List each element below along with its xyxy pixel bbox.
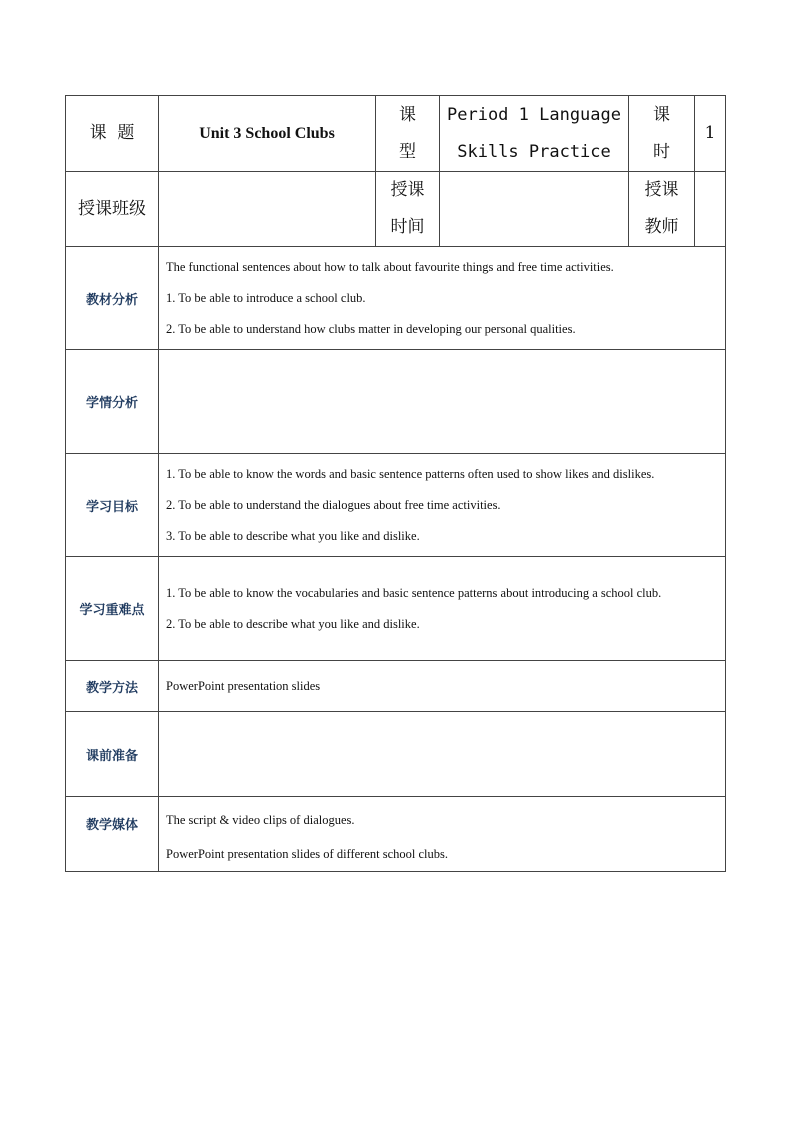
hours-label <box>629 96 695 172</box>
teacher-label-line: 教师 <box>644 217 679 237</box>
row-content <box>159 350 726 454</box>
hours-label-line: 时 <box>653 141 670 162</box>
row-label: 教学媒体 <box>66 797 159 872</box>
row-teaching-methods <box>66 661 726 712</box>
time-label-line: 授课 <box>390 180 425 200</box>
time-value <box>440 172 629 247</box>
class-value <box>159 172 376 247</box>
row-content <box>159 454 726 557</box>
teacher-label-line: 授课 <box>644 180 679 200</box>
content-line: PowerPoint presentation slides of different school clubs. <box>166 847 449 861</box>
lesson-type-label-line: 课 <box>399 104 416 125</box>
row-preparation <box>66 712 726 797</box>
content-line: 1. To be able to introduce a school club. <box>166 290 366 305</box>
content-line: The functional sentences about how to talk about favourite things and free time activities. <box>166 259 614 274</box>
lesson-type-label <box>376 96 440 172</box>
lesson-type-value <box>440 96 629 172</box>
content-line: 2. To be able to describe what you like and dislike. <box>166 616 420 631</box>
content-line: 1. To be able to know the words and basic sentence patterns often used to show likes and dislikes. <box>166 466 655 481</box>
row-student-analysis <box>66 350 726 454</box>
content-line: The script & video clips of dialogues. <box>166 813 355 827</box>
row-content <box>159 557 726 661</box>
row-learning-objectives <box>66 454 726 557</box>
lesson-plan-table <box>65 95 726 872</box>
hours-label-line: 课 <box>653 104 670 125</box>
row-content <box>159 712 726 797</box>
topic-value: Unit 3 School Clubs <box>159 96 376 172</box>
row-label: 学情分析 <box>66 350 159 454</box>
header-row-class <box>66 172 726 247</box>
row-label: 课前准备 <box>66 712 159 797</box>
row-teaching-media <box>66 797 726 872</box>
content-line: 2. To be able to understand how clubs matter in developing our personal qualities. <box>166 321 576 336</box>
content-line: 2. To be able to understand the dialogues about free time activities. <box>166 497 501 512</box>
row-textbook-analysis <box>66 247 726 350</box>
row-key-difficult-points <box>66 557 726 661</box>
teacher-value <box>695 172 726 247</box>
lesson-type-value-line: Skills Practice <box>457 141 611 162</box>
content-line: 3. To be able to describe what you like and dislike. <box>166 528 420 543</box>
content-line: PowerPoint presentation slides <box>166 678 321 693</box>
row-label: 教材分析 <box>66 247 159 350</box>
header-row-topic <box>66 96 726 172</box>
teacher-label <box>629 172 695 247</box>
row-content <box>159 797 726 872</box>
lesson-type-value-line: Period 1 Language <box>447 104 621 125</box>
topic-label: 课 题 <box>66 96 159 172</box>
row-content <box>159 661 726 712</box>
row-label: 教学方法 <box>66 661 159 712</box>
row-content <box>159 247 726 350</box>
row-label: 学习目标 <box>66 454 159 557</box>
content-line: 1. To be able to know the vocabularies and basic sentence patterns about introducing a school club. <box>166 585 662 600</box>
class-label: 授课班级 <box>66 172 159 247</box>
time-label-line: 时间 <box>390 217 425 237</box>
time-label <box>376 172 440 247</box>
hours-value: 1 <box>695 96 726 172</box>
row-label: 学习重难点 <box>66 557 159 661</box>
lesson-type-label-line: 型 <box>399 141 416 162</box>
